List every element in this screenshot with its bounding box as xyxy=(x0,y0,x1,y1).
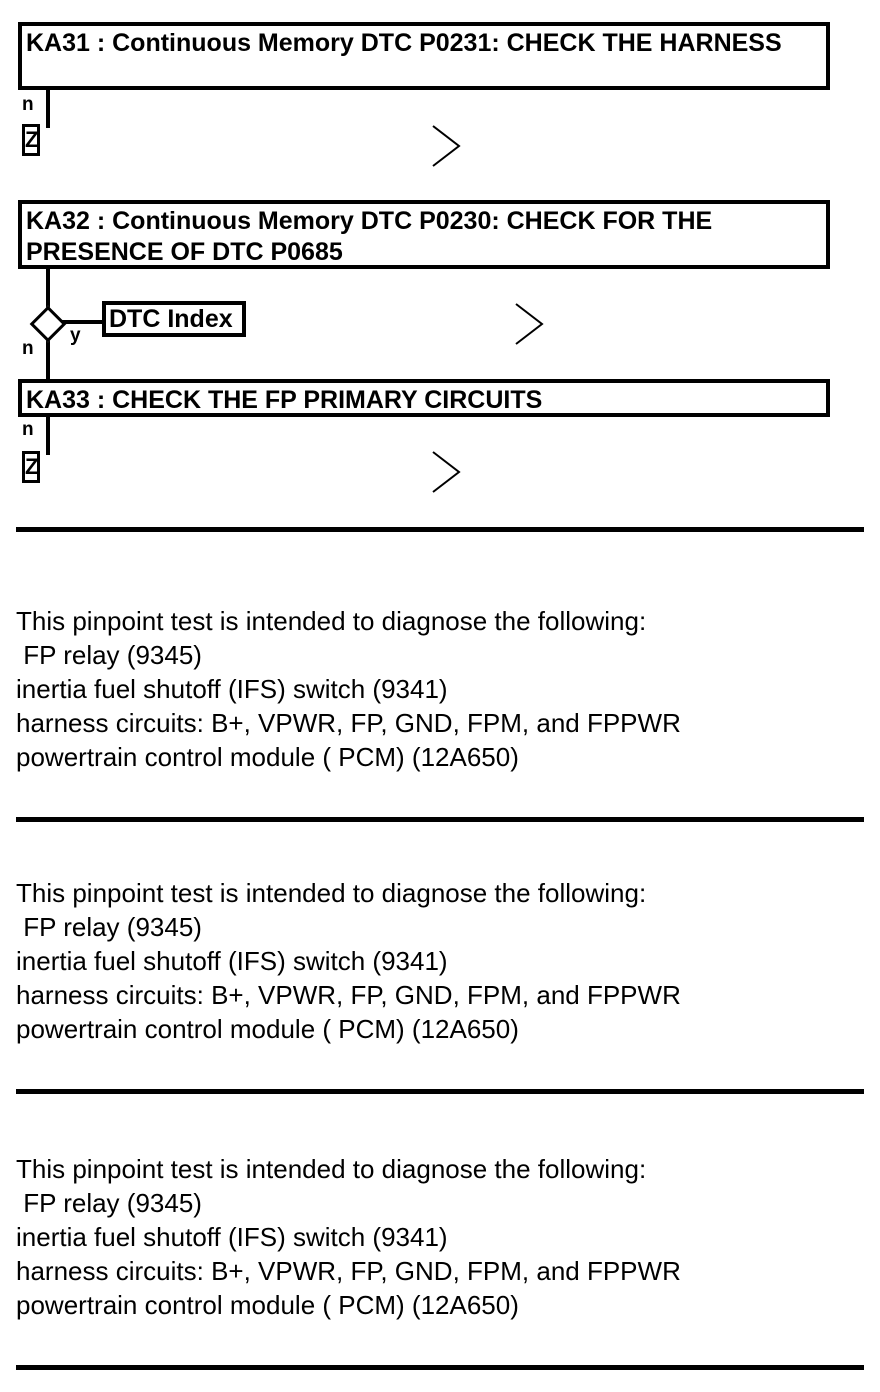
description-item: inertia fuel shutoff (IFS) switch (9341) xyxy=(16,1222,448,1252)
section-divider xyxy=(16,817,864,822)
description-item: inertia fuel shutoff (IFS) switch (9341) xyxy=(16,674,448,704)
description-item: harness circuits: B+, VPWR, FP, GND, FPM, and FPPWR xyxy=(16,1256,681,1286)
step-title: KA32 : Continuous Memory DTC P0230: CHECK FOR THE PRESENCE OF DTC P0685 xyxy=(26,207,713,266)
description-item: powertrain control module ( PCM) (12A650) xyxy=(16,1290,519,1320)
section-divider xyxy=(16,1365,864,1370)
description-item: FP relay (9345) xyxy=(16,1188,202,1218)
terminal-z-button[interactable]: Z xyxy=(22,124,40,156)
description-section xyxy=(16,1152,866,1322)
no-branch-label: n xyxy=(22,338,34,359)
yes-branch-connector xyxy=(62,320,104,324)
description-intro: This pinpoint test is intended to diagnose the following: xyxy=(16,606,647,636)
no-branch-label: n xyxy=(22,94,34,115)
expand-chevron-icon[interactable] xyxy=(430,450,462,494)
description-item: harness circuits: B+, VPWR, FP, GND, FPM, and FPPWR xyxy=(16,708,681,738)
flow-connector xyxy=(46,90,50,128)
no-branch-label: n xyxy=(22,419,34,440)
description-item: powertrain control module ( PCM) (12A650) xyxy=(16,1014,519,1044)
description-item: FP relay (9345) xyxy=(16,912,202,942)
section-divider xyxy=(16,1089,864,1094)
terminal-z-button[interactable]: Z xyxy=(22,451,40,483)
decision-diamond xyxy=(30,306,67,343)
step-box-ka31[interactable] xyxy=(18,22,830,90)
step-box-ka32[interactable] xyxy=(18,200,830,269)
description-item: FP relay (9345) xyxy=(16,640,202,670)
description-item: inertia fuel shutoff (IFS) switch (9341) xyxy=(16,946,448,976)
description-item: powertrain control module ( PCM) (12A650) xyxy=(16,742,519,772)
step-title: KA31 : Continuous Memory DTC P0231: CHECK THE HARNESS xyxy=(26,29,782,57)
section-divider xyxy=(16,527,864,532)
yes-branch-label: y xyxy=(70,325,81,346)
step-box-ka33[interactable] xyxy=(18,379,830,417)
description-section xyxy=(16,876,866,1046)
description-section xyxy=(16,604,866,774)
description-intro: This pinpoint test is intended to diagnose the following: xyxy=(16,878,647,908)
step-title: KA33 : CHECK THE FP PRIMARY CIRCUITS xyxy=(26,386,543,414)
dtc-index-link[interactable]: DTC Index xyxy=(102,301,246,337)
flow-connector xyxy=(46,417,50,455)
description-intro: This pinpoint test is intended to diagnose the following: xyxy=(16,1154,647,1184)
expand-chevron-icon[interactable] xyxy=(513,302,545,346)
expand-chevron-icon[interactable] xyxy=(430,124,462,168)
description-item: harness circuits: B+, VPWR, FP, GND, FPM, and FPPWR xyxy=(16,980,681,1010)
